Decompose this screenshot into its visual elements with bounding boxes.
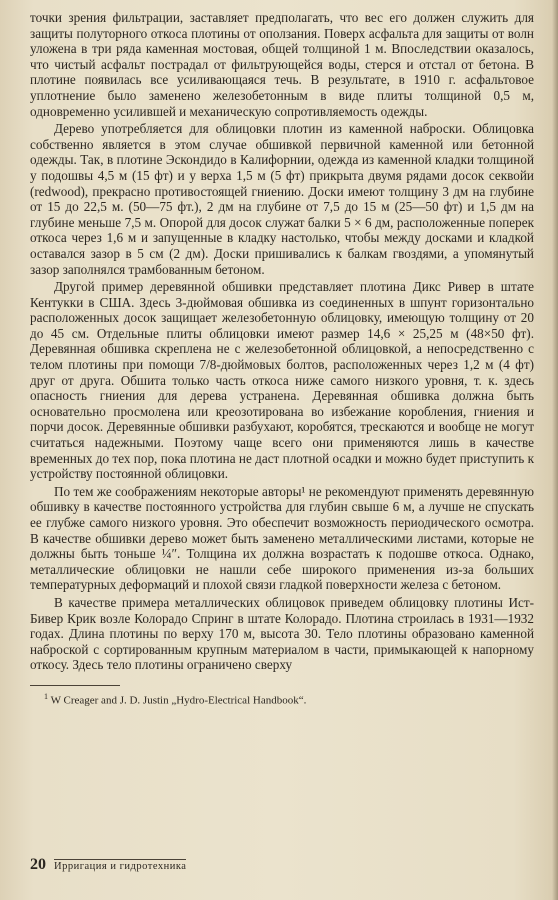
running-title: Ирригация и гидротехника: [54, 861, 187, 872]
body-text: [30, 10, 534, 673]
paragraph-1: точки зрения фильтрации, заставляет предполагать, что вес его должен служить для защиты полуторного откоса плотины от оползания. Поверх асфальта для защиты от волн уложена в три ряда каменная мостовая, общей толщиной 1 м. Впоследствии оказалось, что чистый асфальт пострадал от фильтрующейся воды, стерся и отстал от бетона. В плотине появилась все усиливающаяся течь. В результате, в 1910 г. асфальтовое уплотнение было заменено железобетонным в виде плиты толщиной 0,5 м, одновременно усилившей и механическую сопротивляемость одежды.: [30, 10, 534, 119]
page-footer: [30, 856, 186, 874]
footnote-text: W Creager and J. D. Justin „Hydro-Electrical Handbook“.: [50, 694, 307, 707]
paragraph-5: В качестве примера металлических облицовок приведем облицовку плотины Ист-Бивер Крик возле Колорадо Спринг в штате Колорадо. Плотина строилась в 1931—1932 годах. Длина плотины по верху 170 м, высота 30. Тело плотины образовано каменной наброской с сортированным крупным материалом в части, примыкающей к напорному откосу. Здесь тело плотины ограничено сверху: [30, 594, 534, 673]
footnote-divider: [30, 685, 120, 686]
paragraph-3: Другой пример деревянной обшивки представляет плотина Дикс Ривер в штате Кентукки в США. Здесь 3-дюймовая обшивка из соединенных в шпунт горизонтально расположенных досок защищает железобетонную облицовку, имеющую толщину от 20 до 45 см. Отдельные плиты облицовки имеют размер 14,6 × 25,25 м (48×50 фт). Деревянная обшивка скреплена не с железобетонной облицовкой, а непосредственно с телом плотины при помощи 7/8-дюймовых болтов, расположенных через 1,2 м (4 фт) друг от друга. Обшита только часть откоса ниже самого низкого уровня, т. к. здесь опасность гниения для дерева устранена. Деревянная обшивка должна быть основательно просмолена или креозотирована во избежание коробления, гниения и порчи досок. Деревянные обшивки разбухают, коробятся, трескаются и вообще не могут считаться надежными. Поэтому чаще всего они применяются лишь в качестве временных до тех пор, пока плотина не даст плотной осадки и можно будет приступить к устройству постоянной облицовки.: [30, 279, 534, 482]
page-number: 20: [30, 856, 46, 873]
footnote-marker: 1: [44, 691, 48, 701]
paragraph-4: По тем же соображениям некоторые авторы¹ не рекомендуют применять деревянную обшивку в качестве постоянного устройства для глубин свыше 6 м, а лучше не спускать ее глубже самого низкого уровня. Это обеспечит возможность периодического осмотра. В качестве обшивки дерево может быть заменено металлическими листами, которые не должны быть тоньше ¼″. Толщина их должна возрастать к подошве откоса. Однако, металлические облицовки не нашли себе широкого применения из-за больших температурных деформаций и плохой связи гладкой поверхности железа с бетоном.: [30, 483, 534, 593]
page-edge-shadow: [552, 0, 558, 900]
paragraph-2: Дерево употребляется для облицовки плотин из каменной наброски. Облицовка собственно является в этом случае обшивкой первичной каменной или бетонной одежды. Так, в плотине Эскондидо в Калифорнии, одежда из каменной кладки толщиной у подошвы 4,5 м (15 фт) и у верха 1,5 м (5 фт) прикрыта двумя рядами досок секвойи (redwood), прекрасно противостоящей гниению. Доски имеют толщину 3 дм на глубине от 15 до 22,5 м. (50—75 фт.), 2 дм на глубине от 7,5 до 15 м (25—50 фт) и 1,5 дм на глубине меньше 7,5 м. Опорой для досок служат балки 5 × 6 дм, расположенные поперек откоса через 1,6 м и запущенные в кладку настолько, чтобы между досками и кладкой оставался зазор в 5 см (2 дм). Доски пришивались к балкам гвоздями, а упомянутый зазор заполнялся трамбованным бетоном.: [30, 121, 534, 277]
footnote: [30, 690, 534, 708]
